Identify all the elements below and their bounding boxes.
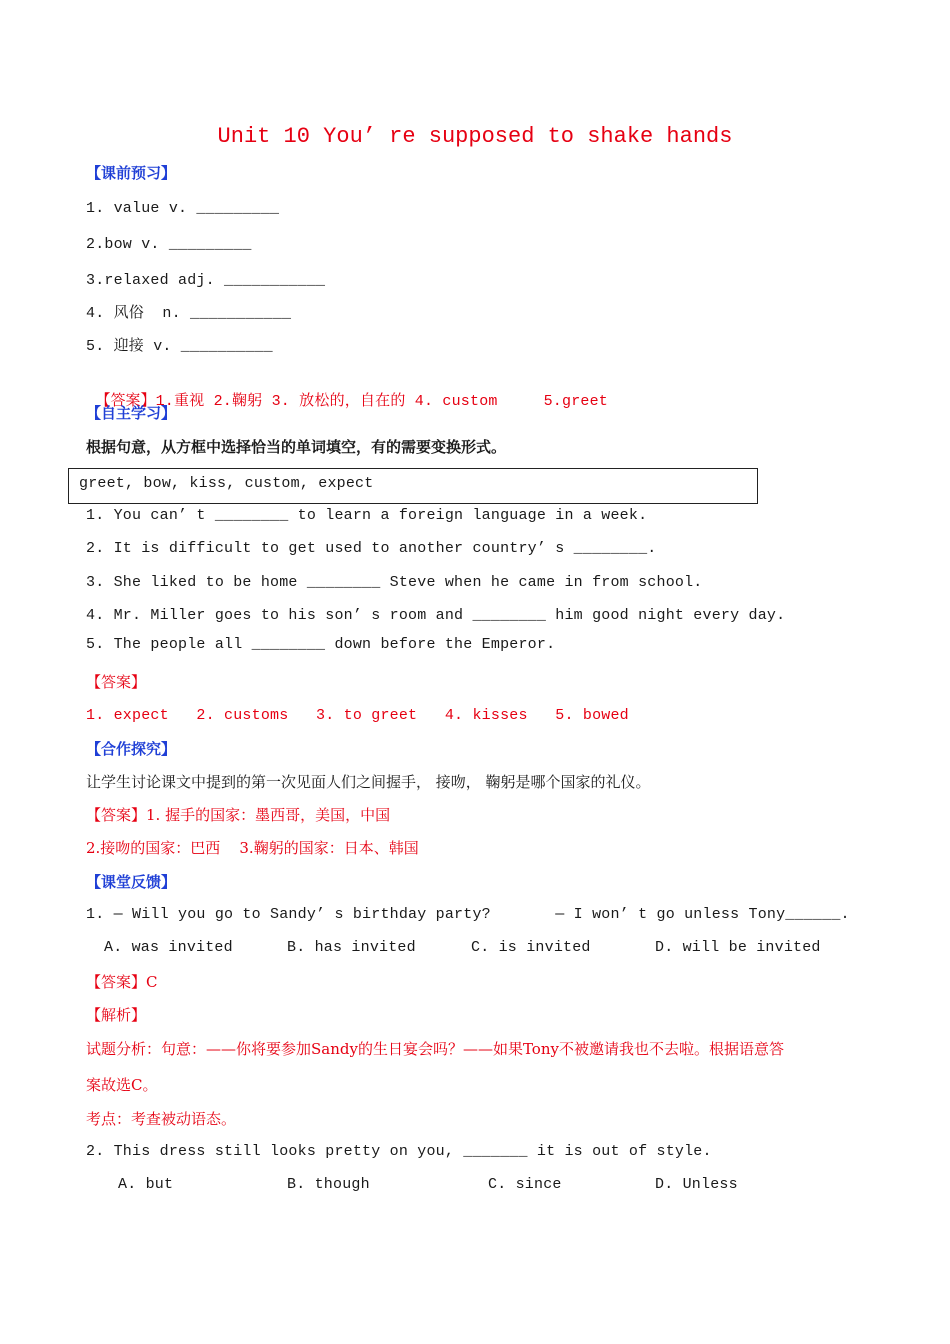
- option-a: A. was invited: [104, 939, 233, 956]
- analysis-text: 试题分析：句意：——你将要参加Sandy的生日宴会吗？——如果Tony不被邀请我也不去啦。根据语意答: [86, 1040, 784, 1058]
- option-a: A. but: [118, 1176, 174, 1193]
- option-c: C. since: [488, 1176, 562, 1193]
- page-title: Unit 10 You’ re supposed to shake hands: [217, 124, 733, 149]
- cooperation-answer: 2.接吻的国家：巴西 3.鞠躬的国家：日本、韩国: [86, 839, 419, 857]
- preview-item: 4. 风俗 n. ___________: [86, 305, 292, 322]
- analysis-point: 考点：考查被动语态。: [86, 1110, 237, 1128]
- cooperation-question: 让学生讨论课文中提到的第一次见面人们之间握手， 接吻， 鞠躬是哪个国家的礼仪。: [86, 773, 651, 791]
- option-d: D. will be invited: [655, 939, 821, 956]
- answer-text: 1.重视 2.鞠躬 3. 放松的，自在的 4. custom 5.greet: [155, 393, 609, 410]
- option-b: B. has invited: [287, 939, 416, 956]
- section-heading-preview: 【课前预习】: [86, 164, 177, 182]
- self-study-answer-tag: 【答案】: [86, 673, 147, 691]
- exercise-item: 5. The people all ________ down before the Emperor.: [86, 636, 556, 653]
- section-heading-feedback: 【课堂反馈】: [86, 873, 177, 891]
- analysis-text: 案故选C。: [86, 1076, 158, 1094]
- word-box: [68, 468, 758, 504]
- section-heading-self-study: 【自主学习】: [86, 404, 177, 422]
- option-b: B. though: [287, 1176, 370, 1193]
- preview-item: 5. 迎接 v. __________: [86, 338, 273, 355]
- section-heading-cooperation: 【合作探究】: [86, 740, 177, 758]
- exercise-item: 1. You can’ t ________ to learn a foreign language in a week.: [86, 507, 648, 524]
- option-d: D. Unless: [655, 1176, 738, 1193]
- question-2-stem: 2. This dress still looks pretty on you, _______ it is out of style.: [86, 1143, 712, 1160]
- question-1-stem: 1. — Will you go to Sandy’ s birthday party? — I won’ t go unless Tony______.: [86, 906, 850, 923]
- instruction: 根据句意，从方框中选择恰当的单词填空，有的需要变换形式。: [86, 438, 507, 456]
- answer-tag: 【答案】: [95, 391, 156, 409]
- option-c: C. is invited: [471, 939, 591, 956]
- preview-item: 2.bow v. _________: [86, 236, 252, 253]
- word-box-text: greet, bow, kiss, custom, expect: [79, 475, 374, 492]
- self-study-answer: 1. expect 2. customs 3. to greet 4. kisses 5. bowed: [86, 707, 629, 724]
- analysis-tag: 【解析】: [86, 1006, 147, 1024]
- preview-item: 1. value v. _________: [86, 200, 280, 217]
- question-1-answer: 【答案】C: [86, 973, 158, 991]
- exercise-item: 3. She liked to be home ________ Steve when he came in from school.: [86, 574, 703, 591]
- cooperation-answer: 【答案】1. 握手的国家：墨西哥，美国，中国: [86, 806, 391, 824]
- exercise-item: 4. Mr. Miller goes to his son’ s room and ________ him good night every day.: [86, 607, 786, 624]
- exercise-item: 2. It is difficult to get used to another country’ s ________.: [86, 540, 657, 557]
- preview-item: 3.relaxed adj. ___________: [86, 272, 326, 289]
